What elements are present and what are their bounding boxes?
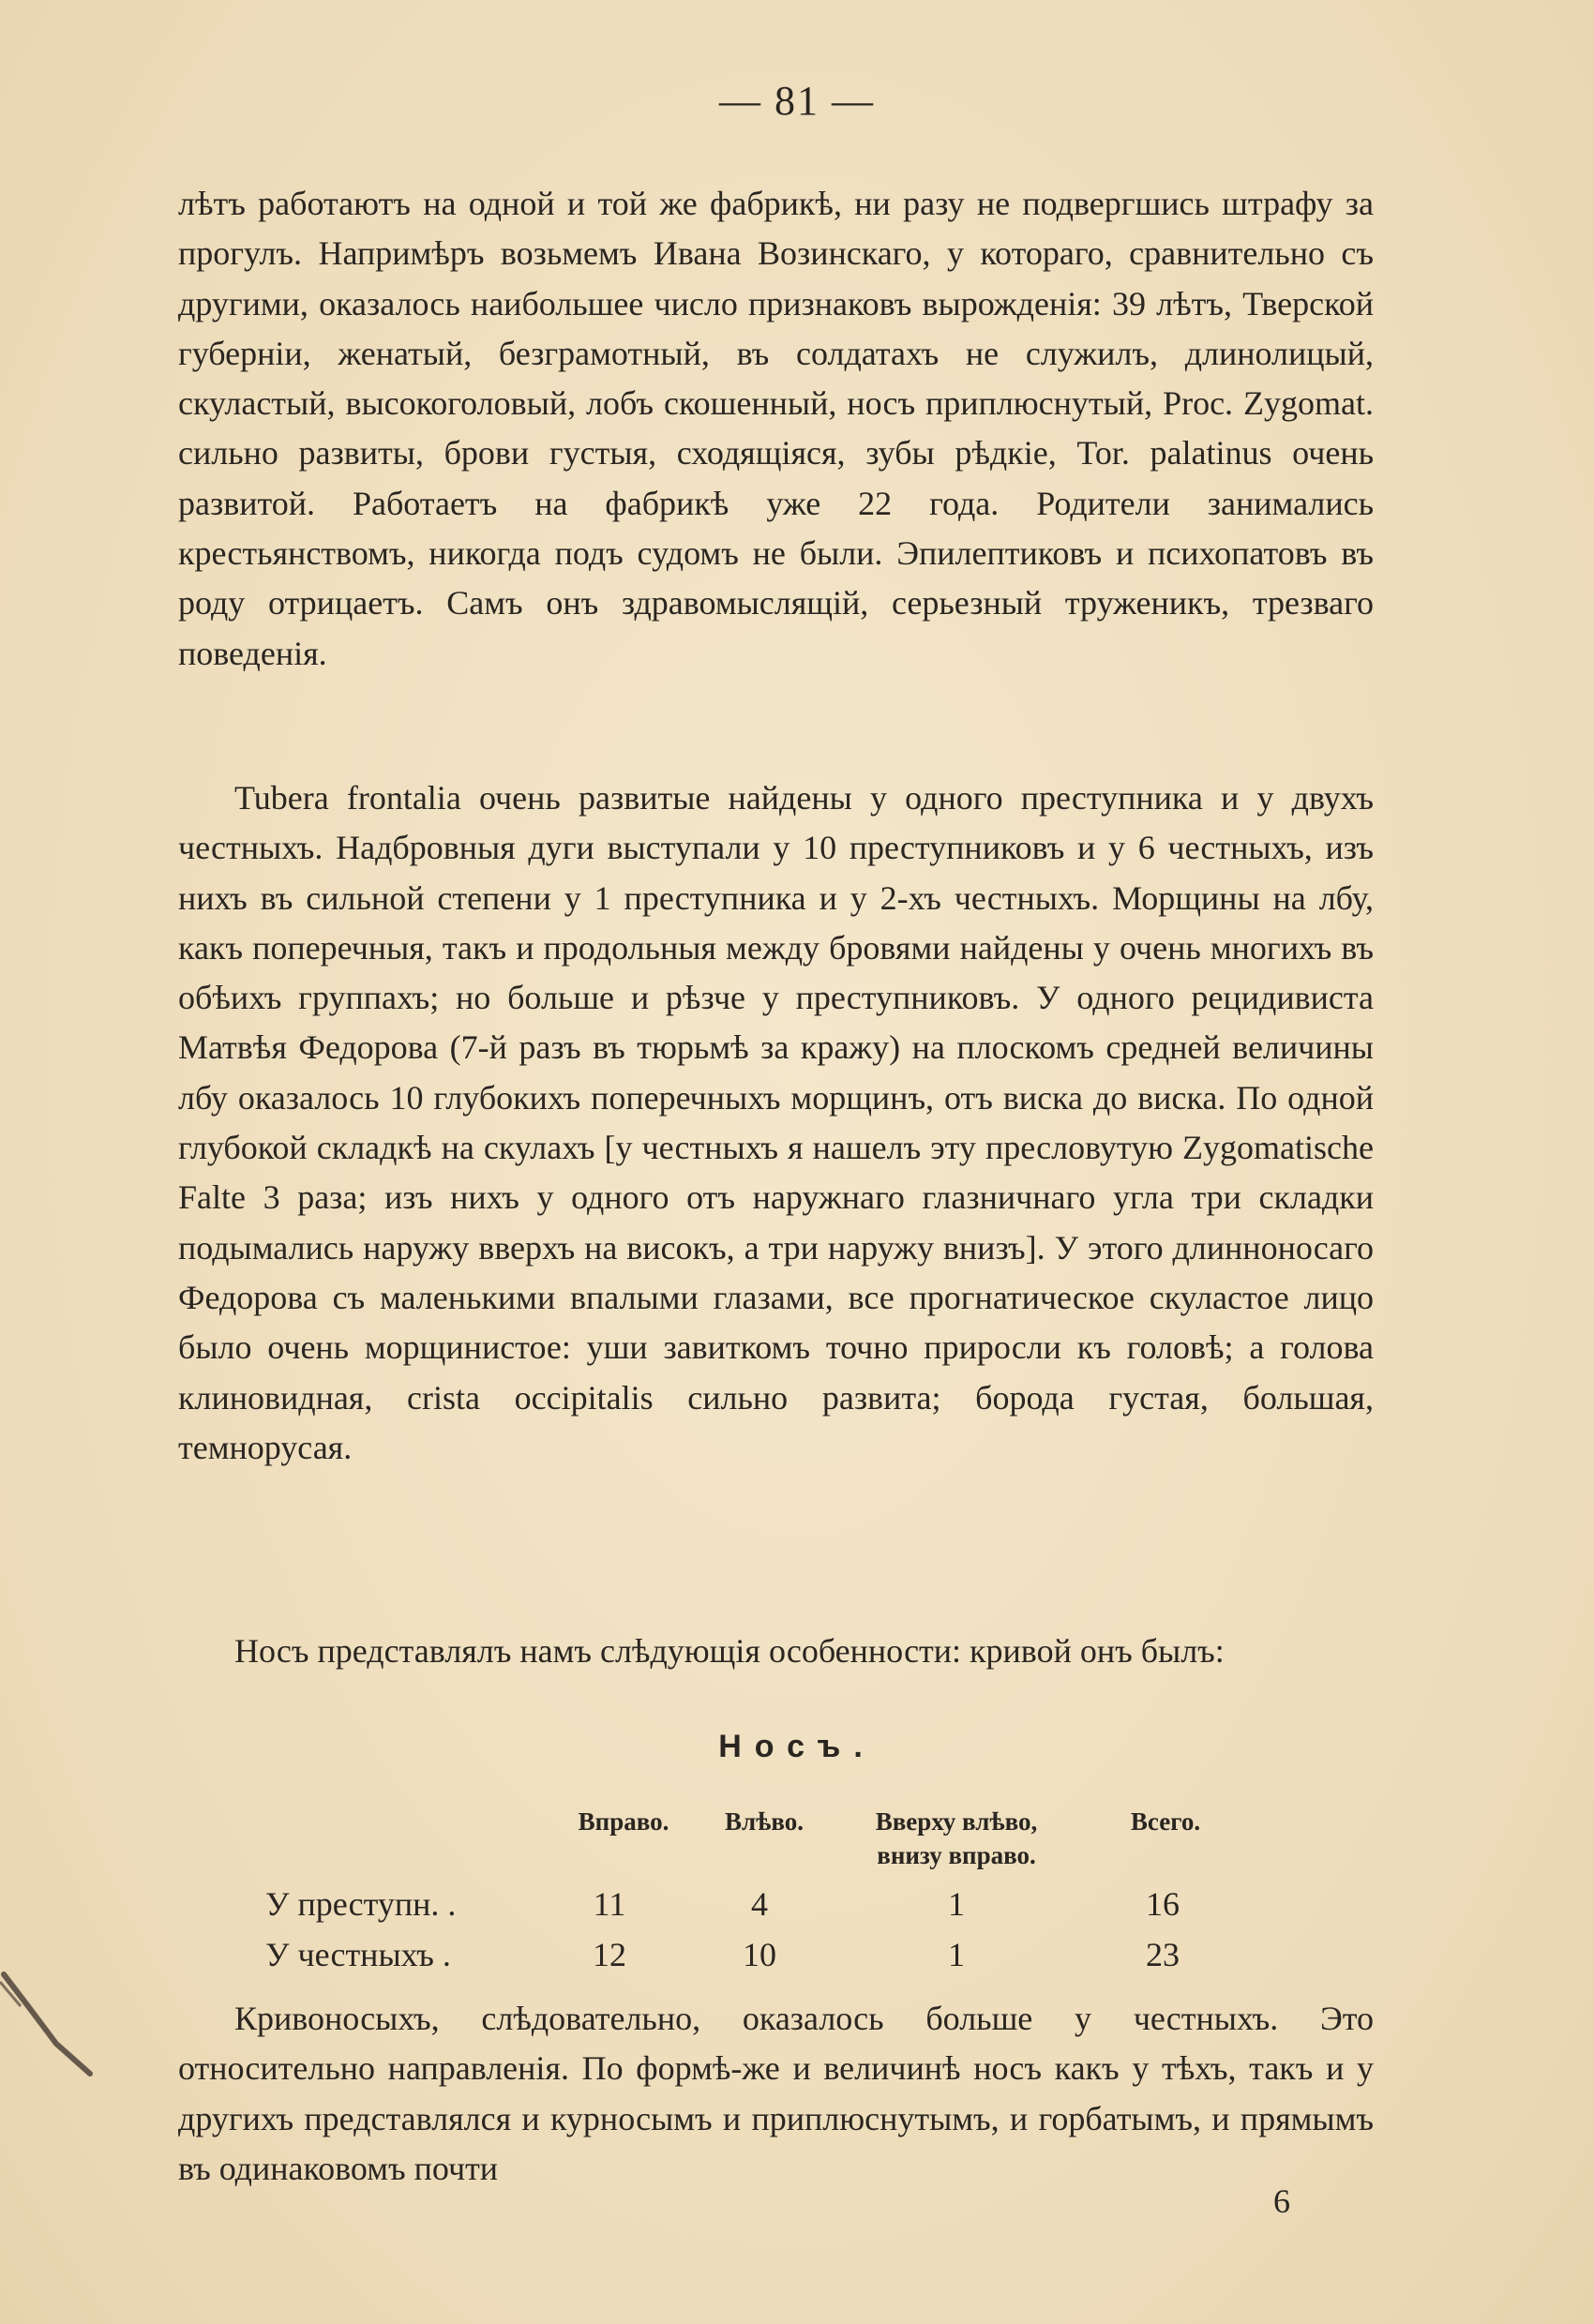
table-header-cell: Вверху влѣво, внизу вправо. — [875, 1807, 1038, 1869]
paragraph — [178, 773, 1374, 1473]
table-cell: 23 — [1146, 1936, 1180, 1973]
table-cell: 1 — [948, 1936, 965, 1973]
table-cell: 4 — [751, 1885, 768, 1923]
paragraph — [178, 179, 1374, 679]
table-cell: 1 — [948, 1885, 965, 1923]
paragraph-text: Носъ представлялъ намъ слѣдующія особенности: кривой онъ былъ: — [234, 1632, 1225, 1670]
table-row-label: У честныхъ . — [265, 1936, 451, 1973]
table-title: Носъ. — [718, 1729, 876, 1764]
paragraph — [178, 1627, 1374, 1676]
paragraph-text: лѣтъ работаютъ на одной и той же фабрикѣ, ни разу не подвергшись штрафу за прогулъ. Напримѣръ возьмемъ Ивана Возинскаго, у котораго, сравнительно съ другими, оказалось наибольшее число признаковъ вырожденія: 39 лѣтъ, Тверской губерніи, женатый, безграмотный, въ солдатахъ не служилъ, длинолицый, скуластый, высокоголовый, лобъ скошенный, носъ приплюснутый, Proc. Zygomat. сильно развиты, брови густыя, сходящіяся, зубы рѣдкіе, Tor. palatinus очень развитой. Работаетъ на фабрикѣ уже 22 года. Родители занимались крестьянствомъ, никогда подъ судомъ не были. Эпилептиковъ и психопатовъ въ роду отрицаетъ. Самъ онъ здравомыслящій, серьезный труженикъ, трезваго поведенія. — [178, 185, 1374, 672]
table-cell: 12 — [593, 1936, 626, 1973]
table-header-cell: Влѣво. — [724, 1807, 804, 1836]
table-header-cell: Вправо. — [578, 1807, 669, 1836]
paragraph-text: Кривоносыхъ, слѣдовательно, оказалось больше у честныхъ. Это относительно направленія. По формѣ-же и величинѣ носъ какъ у тѣхъ, такъ и у другихъ представлялся и курносымъ и приплюснутымъ, и горбатымъ, и прямымъ въ одинаковомъ почти — [178, 2000, 1374, 2187]
paragraph-text: Tubera frontalia очень развитые найдены у одного преступника и у двухъ честныхъ. Надбровныя дуги выступали у 10 преступниковъ и у 6 честныхъ, изъ нихъ въ сильной степени у 1 преступника и у 2-хъ честныхъ. Морщины на лбу, какъ поперечныя, такъ и продольныя между бровями найдены у очень многихъ въ обѣихъ группахъ; но больше и рѣзче у преступниковъ. У одного рецидивиста Матвѣя Федорова (7-й разъ въ тюрьмѣ за кражу) на плоскомъ средней величины лбу оказалось 10 глубокихъ поперечныхъ морщинъ, отъ виска до виска. По одной глубокой складкѣ на скулахъ [у честныхъ я нашелъ эту пресловутую Zygomatische Falte 3 раза; изъ нихъ у одного отъ наружнаго глазничнаго угла три складки подымались наружу вверхъ на високъ, а три наружу внизъ]. У этого длинноносаго Федорова съ маленькими впалыми глазами, все прогнатическое скуластое лицо было очень морщинистое: уши завиткомъ точно приросли къ головѣ; а голова клиновидная, crista occipitalis сильно развита; борода густая, большая, темнорусая. — [178, 779, 1374, 1466]
page-number: — 81 — — [719, 78, 875, 124]
paragraph — [178, 1994, 1374, 2194]
table-cell: 10 — [743, 1936, 776, 1973]
table-row-label: У преступн. . — [265, 1885, 457, 1923]
table-header-cell: Всего. — [1130, 1807, 1201, 1836]
table-cell: 16 — [1146, 1885, 1180, 1923]
table-cell: 11 — [593, 1885, 626, 1923]
ink-stroke-mark — [0, 1969, 113, 2081]
signature-mark: 6 — [1273, 2182, 1290, 2220]
